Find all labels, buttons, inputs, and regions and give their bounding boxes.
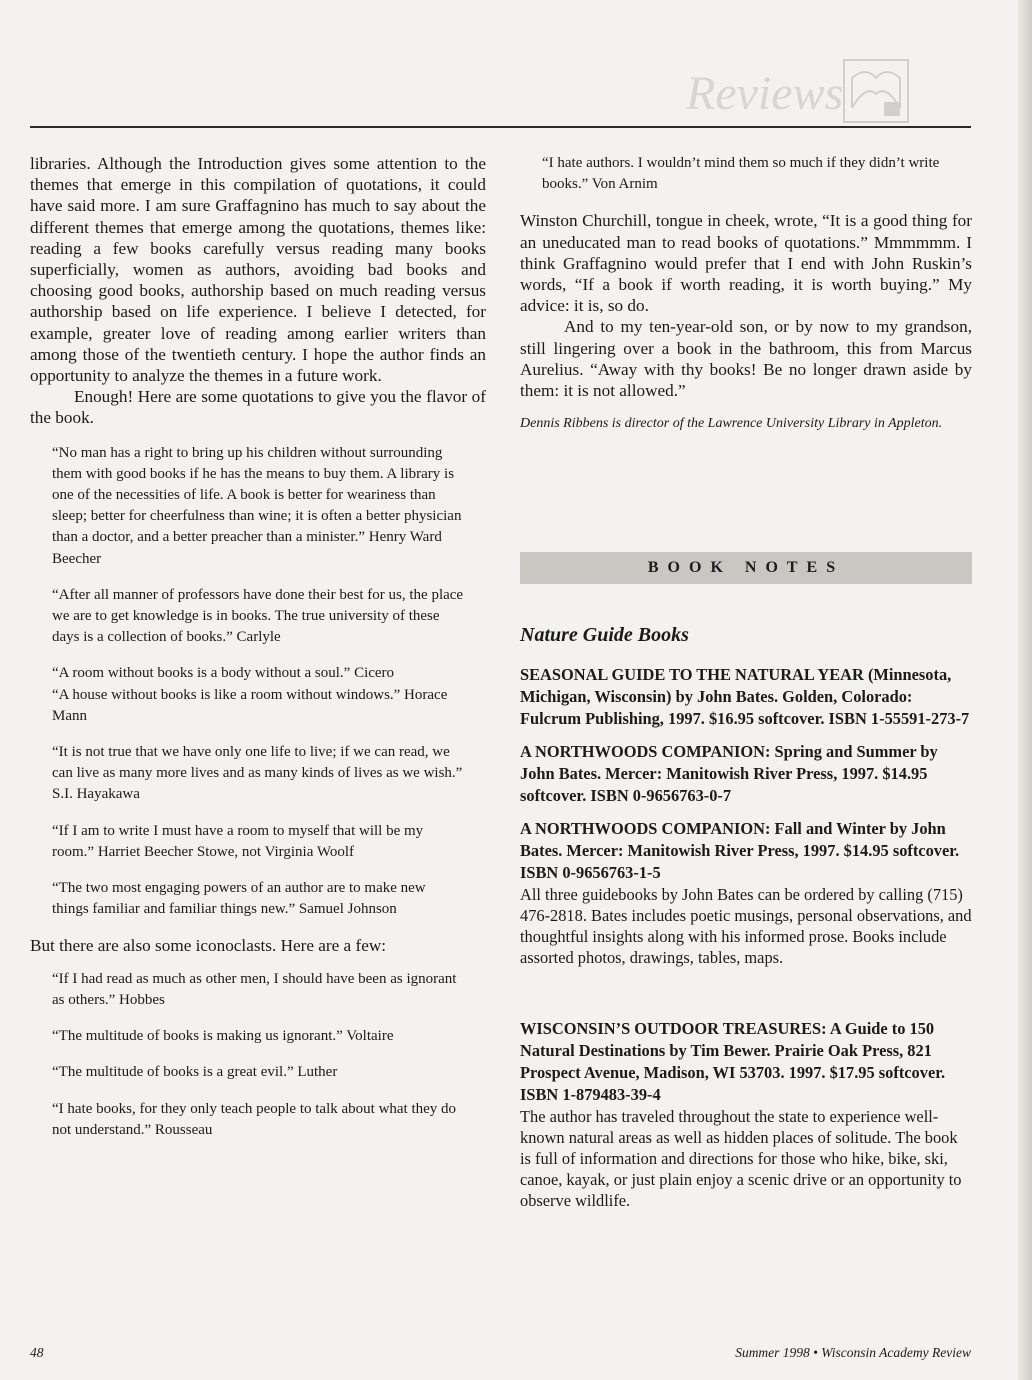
enough-paragraph: Enough! Here are some quotations to give you the flavor of the book.	[30, 387, 486, 428]
quote-hayakawa: “It is not true that we have only one life to live; if we can read, we can live as many more lives and as many kinds of lives as we wish.” S.I. Hayakawa	[52, 744, 463, 803]
quote-johnson: “The two most engaging powers of an author are to make new things familiar and familiar things new.” Samuel Johnson	[52, 880, 426, 918]
churchill-paragraph: Winston Churchill, tongue in cheek, wrote, “It is a good thing for an uneducated man to read books of quotations.” Mmmmmm. I think Graffagnino would prefer that I end with John Ruskin’s words, “If a book if worth reading, it is worth buying.” My advice: it is, so do.	[520, 211, 972, 316]
reviews-watermark	[686, 58, 912, 124]
quote-voltaire: “The multitude of books is making us ignorant.” Voltaire	[52, 1028, 394, 1045]
book-notes-section	[520, 624, 972, 1211]
quote-rousseau: “I hate books, for they only teach people to talk about what they do not understand.” Rousseau	[52, 1100, 457, 1138]
quote-stowe: “If I am to write I must have a room to myself that will be my room.” Harriet Beecher Stowe, not Virginia Woolf	[52, 822, 424, 860]
book-entry-outdoor-treasures-desc: The author has traveled throughout the state to experience well-known natural areas as well as hidden places of solitude. The book is full of information and directions for those who hike, bike, ski, canoe, kayak, or just plain enjoy a scenic drive or an opportunity to observe wildlife.	[520, 1107, 962, 1210]
quote-beecher: “No man has a right to bring up his children without surrounding them with good books if he has the means to buy them. A library is one of the necessities of life. A book is better for weariness than sleep; better for cheerfulness than wine; it is often a better physician than a doctor, and a better preacher than a minister.” Henry Ward Beecher	[52, 444, 462, 567]
left-column	[30, 153, 486, 1141]
open-book-icon	[840, 58, 912, 124]
page-edge-shadow	[1018, 0, 1032, 1380]
page-number: 48	[30, 1345, 44, 1360]
right-column	[520, 153, 972, 434]
reviews-watermark-text: Reviews	[686, 67, 844, 120]
quote-hobbes: “If I had read as much as other men, I should have been as ignorant as others.” Hobbes	[52, 970, 457, 1008]
quote-carlyle: “After all manner of professors have done their best for us, the place we are to get knowledge is in books. The true university of these days is a collection of books.” Carlyle	[52, 586, 464, 646]
quote-luther: “The multitude of books is a great evil.” Luther	[52, 1064, 338, 1081]
author-byline: Dennis Ribbens is director of the Lawrence University Library in Appleton.	[520, 416, 943, 432]
book-entry-northwoods-desc: All three guidebooks by John Bates can be ordered by calling (715) 476-2818. Bates includes poetic musings, personal observations, and thoughtful insights along with his informed prose. Books include assorted photos, drawings, tables, maps.	[520, 885, 972, 967]
book-entry-seasonal-guide: SEASONAL GUIDE TO THE NATURAL YEAR (Minnesota, Michigan, Wisconsin) by John Bates. Golden, Colorado: Fulcrum Publishing, 1997. $16.95 softcover. ISBN 1-55591-273-7	[520, 665, 970, 728]
book-notes-heading: BOOK NOTES	[520, 552, 972, 584]
issue-footer: Summer 1998 • Wisconsin Academy Review	[735, 1345, 971, 1360]
quote-von-arnim: “I hate authors. I wouldn’t mind them so much if they didn’t write books.” Von Arnim	[542, 155, 940, 193]
nature-guide-books-title: Nature Guide Books	[520, 624, 689, 646]
iconoclasts-intro: But there are also some iconoclasts. Here are a few:	[30, 935, 387, 955]
quote-mann: “A house without books is like a room without windows.” Horace Mann	[52, 686, 448, 724]
book-entry-northwoods-fall: A NORTHWOODS COMPANION: Fall and Winter by John Bates. Mercer: Manitowish River Press, 1997. $14.95 softcover. ISBN 0-9656763-1-5	[520, 819, 960, 882]
book-entry-northwoods-spring: A NORTHWOODS COMPANION: Spring and Summer by John Bates. Mercer: Manitowish River Press, 1997. $14.95 softcover. ISBN 0-9656763-0-7	[520, 742, 938, 805]
closing-paragraph: And to my ten-year-old son, or by now to my grandson, still lingering over a book in the bathroom, this from Marcus Aurelius. “Away with thy books! Be no longer drawn aside by them: it is not allowed.”	[520, 317, 972, 401]
quote-cicero: “A room without books is a body without a soul.” Cicero	[52, 665, 395, 682]
intro-paragraph: libraries. Although the Introduction gives some attention to the themes that emerge in this compilation of quotations, it could have said more. I am sure Graffagnino has much to say about the different themes that emerge among the quotations, themes like: reading a few books carefully versus reading many books superficially, women as authors, avoiding bad books and choosing good books, authorship based on much reading versus authorship based on life experience. I believe I detected, for example, greater love of reading among earlier writers than among those of the twentieth century. I hope the author finds an opportunity to analyze the themes in a future work.	[30, 154, 486, 386]
book-entry-outdoor-treasures: WISCONSIN’S OUTDOOR TREASURES: A Guide to 150 Natural Destinations by Tim Bewer. Prairie Oak Press, 821 Prospect Avenue, Madison, WI 53703. 1997. $17.95 softcover. ISBN 1-879483-39-4	[520, 1019, 946, 1104]
header-rule	[30, 126, 971, 128]
